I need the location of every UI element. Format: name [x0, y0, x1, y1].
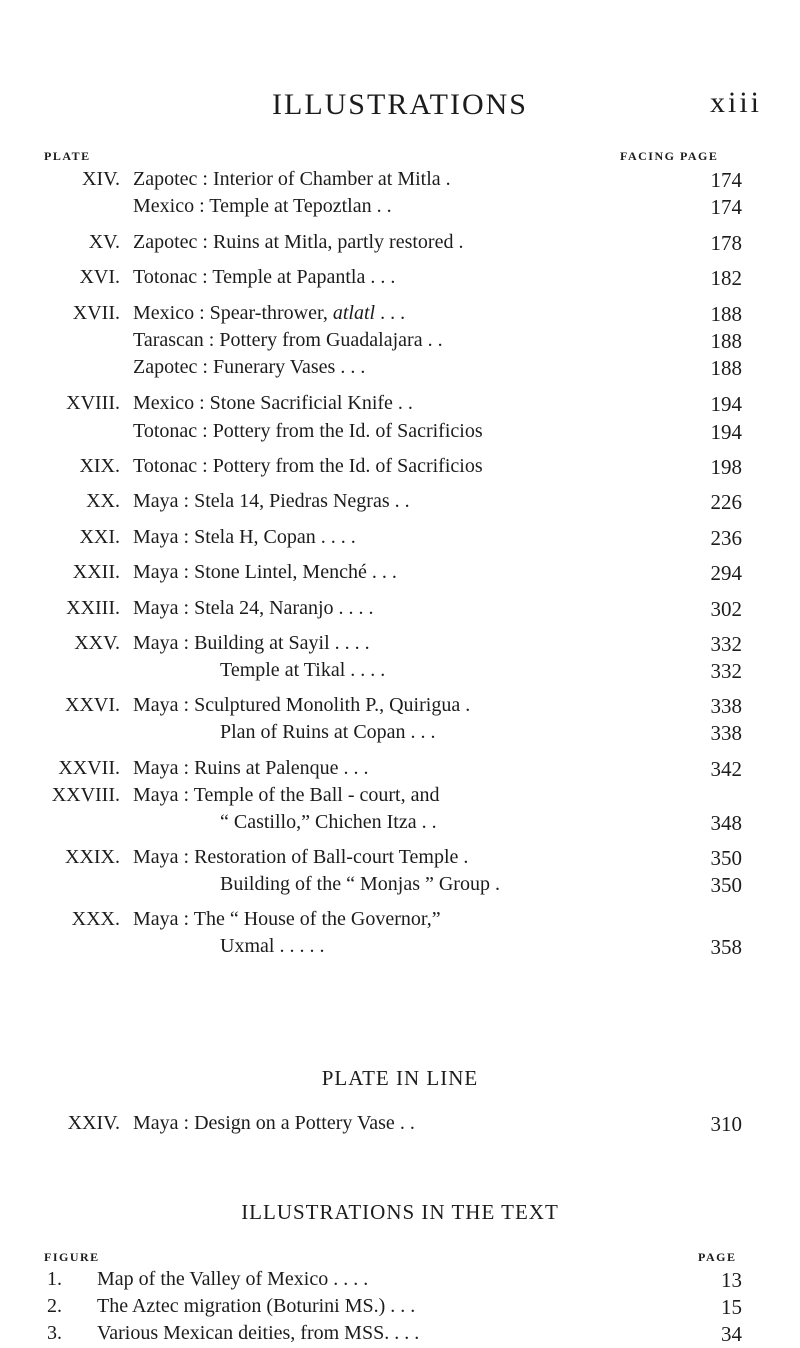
plate-number: XXIII.	[66, 597, 120, 619]
plate-entry-text: Totonac : Temple at Papantla . . .	[133, 266, 396, 288]
plate-number: XV.	[88, 231, 120, 253]
plate-page-number: 182	[710, 266, 742, 290]
plate-entry-text: Maya : Restoration of Ball-court Temple .	[133, 846, 469, 868]
figure-entry-text: Various Mexican deities, from MSS. . . .	[97, 1322, 420, 1344]
plate-page-number: 194	[710, 392, 742, 416]
figure-entry-text: The Aztec migration (Boturini MS.) . . .	[97, 1295, 416, 1317]
plate-page-number: 226	[710, 490, 742, 514]
plate-entry-text: Maya : Stone Lintel, Menché . . .	[133, 561, 397, 583]
plate-entry-text: Maya : Building at Sayil . . . .	[133, 632, 370, 654]
plate-number: XXIX.	[65, 846, 120, 868]
plate-entry-text: Mexico : Temple at Tepoztlan . .	[133, 195, 392, 217]
figure-page-number: 34	[721, 1322, 742, 1346]
figure-page-number: 15	[721, 1295, 742, 1319]
figure-column-heading: FIGURE	[44, 1250, 100, 1264]
plate-number: XXVI.	[65, 694, 120, 716]
plate-entry-text: Maya : The “ House of the Governor,”	[133, 908, 441, 930]
plate-entry-text: Maya : Stela 24, Naranjo . . . .	[133, 597, 374, 619]
plate-page-number: 350	[710, 846, 742, 870]
plate-entry-text: Uxmal . . . . .	[220, 935, 325, 957]
figure-page-number: 13	[721, 1268, 742, 1292]
plate-entry-text: Maya : Stela H, Copan . . . .	[133, 526, 356, 548]
plate-number: XXVII.	[58, 757, 120, 779]
plate-number: XXX.	[71, 908, 120, 930]
figure-entry-text: Map of the Valley of Mexico . . . .	[97, 1268, 369, 1290]
plate-number: XXI.	[79, 526, 120, 548]
plate-in-line-heading: PLATE IN LINE	[321, 1066, 479, 1090]
plate-entry-text: Temple at Tikal . . . .	[220, 659, 386, 681]
text-illustrations-heading: ILLUSTRATIONS IN THE TEXT	[241, 1200, 559, 1224]
plate-number: XVI.	[79, 266, 120, 288]
plate-entry-text: Maya : Stela 14, Piedras Negras . .	[133, 490, 410, 512]
page-folio: xiii	[710, 86, 763, 119]
figure-number: 3.	[47, 1322, 62, 1344]
plate-entry-text: Zapotec : Funerary Vases . . .	[133, 356, 366, 378]
plate-page-number: 358	[710, 935, 742, 959]
plate-number: XXII.	[72, 561, 120, 583]
plate-number: XXV.	[74, 632, 120, 654]
plate-page-number: 198	[710, 455, 742, 479]
plate-page-number: 188	[710, 302, 742, 326]
figure-number: 2.	[47, 1295, 62, 1317]
plate-entry-text: Totonac : Pottery from the Id. of Sacrificios	[133, 420, 483, 442]
plate-number: XVII.	[72, 302, 120, 324]
plate-entry-text: Tarascan : Pottery from Guadalajara . .	[133, 329, 443, 351]
plate-number: XX.	[86, 490, 120, 512]
plate-entry-text: Maya : Sculptured Monolith P., Quirigua .	[133, 694, 471, 716]
plate-number: XVIII.	[66, 392, 120, 414]
plate-column-heading: PLATE	[44, 149, 91, 163]
plate-page-number: 332	[710, 659, 742, 683]
plate-page-number: 350	[710, 873, 742, 897]
plate-page-number: 348	[710, 811, 742, 835]
plate-page-number: 174	[710, 195, 742, 219]
figure-number: 1.	[47, 1268, 62, 1290]
plate-page-number: 342	[710, 757, 742, 781]
plate-page-number: 174	[710, 168, 742, 192]
plate-page-number: 302	[710, 597, 742, 621]
plate-entry-text: Mexico : Spear-thrower, atlatl . . .	[133, 302, 406, 324]
plate-entry-text: Building of the “ Monjas ” Group .	[220, 873, 500, 895]
plate-number: XIV.	[82, 168, 120, 190]
running-title: ILLUSTRATIONS	[272, 88, 528, 121]
facing-page-column-heading: FACING PAGE	[620, 149, 719, 163]
plate-entry-text: Maya : Design on a Pottery Vase . .	[133, 1112, 415, 1134]
plate-page-number: 178	[710, 231, 742, 255]
plate-page-number: 294	[710, 561, 742, 585]
plate-page-number: 194	[710, 420, 742, 444]
plate-number: XXVIII.	[51, 784, 120, 806]
plate-number: XXIV.	[67, 1112, 120, 1134]
plate-page-number: 188	[710, 329, 742, 353]
plate-entry-text: Mexico : Stone Sacrificial Knife . .	[133, 392, 413, 414]
plate-page-number: 338	[710, 694, 742, 718]
plate-entry-text: Zapotec : Ruins at Mitla, partly restored .	[133, 231, 464, 253]
plate-number: XIX.	[79, 455, 120, 477]
plate-page-number: 332	[710, 632, 742, 656]
plate-entry-text: Plan of Ruins at Copan . . .	[220, 721, 436, 743]
plate-entry-text: Zapotec : Interior of Chamber at Mitla .	[133, 168, 451, 190]
plate-page-number: 188	[710, 356, 742, 380]
plate-entry-text: Totonac : Pottery from the Id. of Sacrificios	[133, 455, 483, 477]
plate-entry-text: Maya : Temple of the Ball - court, and	[133, 784, 440, 806]
page-column-heading: PAGE	[698, 1250, 737, 1264]
plate-entry-text: Maya : Ruins at Palenque . . .	[133, 757, 369, 779]
plate-page-number: 310	[710, 1112, 742, 1136]
plate-page-number: 236	[710, 526, 742, 550]
plate-page-number: 338	[710, 721, 742, 745]
plate-entry-text: “ Castillo,” Chichen Itza . .	[220, 811, 437, 833]
